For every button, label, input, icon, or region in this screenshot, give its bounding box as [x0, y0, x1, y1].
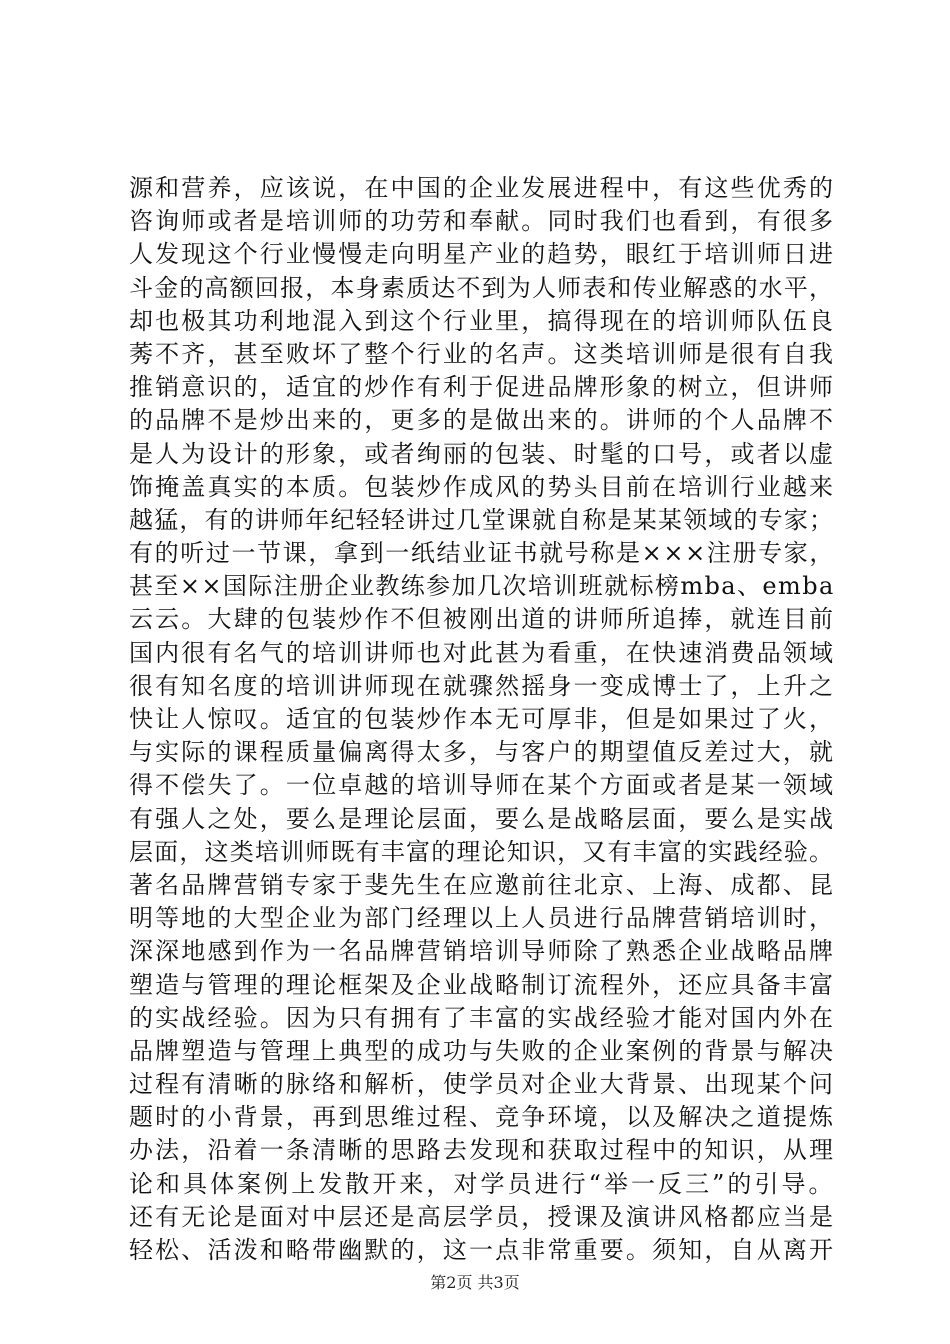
text-line: 却也极其功利地混入到这个行业里，搞得现在的培训师队伍良	[129, 306, 836, 335]
text-line: 有强人之处，要么是理论层面，要么是战略层面，要么是实战	[129, 804, 836, 833]
text-line: 还有无论是面对中层还是高层学员，授课及演讲风格都应当是	[129, 1202, 836, 1231]
text-line: 人发现这个行业慢慢走向明星产业的趋势，眼红于培训师日进	[129, 240, 836, 269]
text-line: 过程有清晰的脉络和解析，使学员对企业大背景、出现某个问	[129, 1070, 836, 1099]
text-line: 推销意识的，适宜的炒作有利于促进品牌形象的树立，但讲师	[129, 373, 836, 402]
text-line: 甚至××国际注册企业教练参加几次培训班就标榜mba、emba	[129, 572, 835, 601]
text-line: 得不偿失了。一位卓越的培训导师在某个方面或者是某一领域	[129, 771, 836, 800]
text-line: 是人为设计的形象，或者绚丽的包装、时髦的口号，或者以虚	[129, 439, 836, 468]
text-line: 著名品牌营销专家于斐先生在应邀前往北京、上海、成都、昆	[129, 870, 836, 899]
text-line: 与实际的课程质量偏离得太多，与客户的期望值反差过大，就	[129, 738, 836, 767]
text-line: 层面，这类培训师既有丰富的理论知识，又有丰富的实践经验。	[129, 837, 835, 866]
text-line: 深深地感到作为一名品牌营销培训导师除了熟悉企业战略品牌	[129, 937, 836, 966]
text-line: 明等地的大型企业为部门经理以上人员进行品牌营销培训时，	[129, 904, 836, 933]
text-line: 很有知名度的培训讲师现在就骤然摇身一变成博士了，上升之	[129, 671, 836, 700]
text-line: 轻松、活泼和略带幽默的，这一点非常重要。须知，自从离开	[129, 1236, 836, 1264]
text-line: 源和营养，应该说，在中国的企业发展进程中，有这些优秀的	[129, 174, 836, 202]
text-line: 品牌塑造与管理上典型的成功与失败的企业案例的背景与解决	[129, 1036, 836, 1065]
text-line: 咨询师或者是培训师的功劳和奉献。同时我们也看到，有很多	[129, 207, 836, 236]
text-line: 办法，沿着一条清晰的思路去发现和获取过程中的知识，从理	[129, 1136, 836, 1165]
text-line: 的品牌不是炒出来的，更多的是做出来的。讲师的个人品牌不	[129, 406, 836, 435]
page-footer: 第2页 共3页	[430, 1273, 520, 1292]
text-line: 斗金的高额回报，本身素质达不到为人师表和传业解惑的水平，	[129, 273, 835, 302]
text-line: 莠不齐，甚至败坏了整个行业的名声。这类培训师是很有自我	[129, 339, 836, 368]
text-line: 快让人惊叹。适宜的包装炒作本无可厚非，但是如果过了火，	[129, 705, 836, 733]
text-line: 云云。大肆的包装炒作不但被刚出道的讲师所追捧，就连目前	[129, 605, 836, 634]
text-line: 论和具体案例上发散开来，对学员进行“举一反三”的引导。	[129, 1169, 836, 1198]
text-line: 的实战经验。因为只有拥有了丰富的实战经验才能对国内外在	[129, 1003, 836, 1032]
body-text	[129, 172, 836, 1267]
text-line: 越猛，有的讲师年纪轻轻讲过几堂课就自称是某某领域的专家；	[129, 505, 835, 534]
text-line: 塑造与管理的理论框架及企业战略制订流程外，还应具备丰富	[129, 970, 836, 999]
text-line: 国内很有名气的培训讲师也对此甚为看重，在快速消费品领域	[129, 638, 836, 667]
text-line: 题时的小背景，再到思维过程、竞争环境，以及解决之道提炼	[129, 1103, 836, 1132]
text-line: 有的听过一节课，拿到一纸结业证书就号称是×××注册专家，	[129, 539, 835, 568]
text-line: 饰掩盖真实的本质。包装炒作成风的势头目前在培训行业越来	[129, 472, 836, 501]
